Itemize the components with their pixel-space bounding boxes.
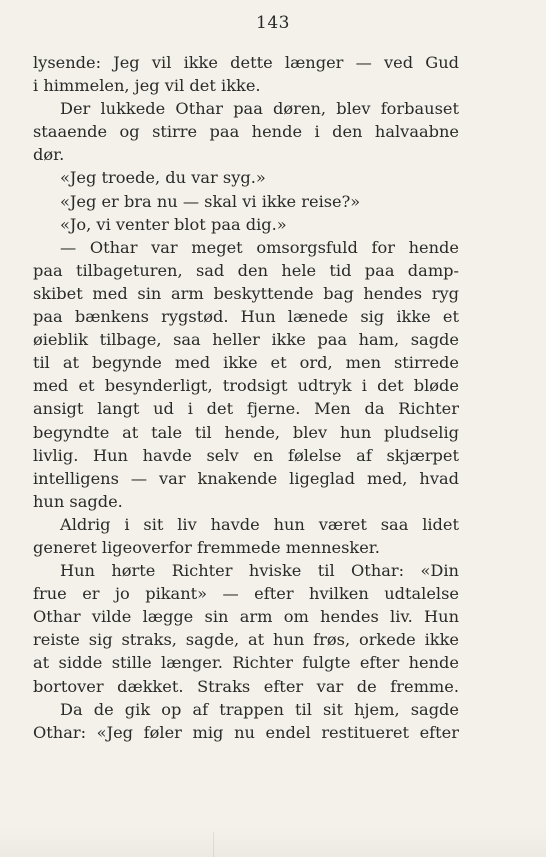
- text-line: skibet med sin arm beskyttende bag hendes ryg: [33, 283, 459, 303]
- text-line: ansigt langt ud i det fjerne. Men da Richter: [33, 399, 459, 419]
- text-line: frue er jo pikant» — efter hvilken udtalelse: [33, 584, 459, 604]
- text-line: lysende: Jeg vil ikke dette længer — ved Gud: [33, 53, 459, 72]
- text-line: Hun hørte Richter hviske til Othar: «Din: [60, 561, 459, 581]
- text-line: — Othar var meget omsorgsfuld for hende: [60, 237, 459, 257]
- text-line: reiste sig straks, sagde, at hun frøs, orkede ikke: [33, 630, 459, 650]
- text-line: paa bænkens rygstød. Hun lænede sig ikke et: [33, 307, 459, 327]
- text-line: med et besynderligt, trodsigt udtryk i det bløde: [33, 376, 459, 396]
- text-line: staaende og stirre paa hende i den halvaabne: [33, 122, 459, 142]
- text-line: paa tilbageturen, sad den hele tid paa damp-: [33, 260, 459, 280]
- body-text: [33, 51, 459, 744]
- text-line: Othar vilde lægge sin arm om hendes liv. Hun: [33, 607, 459, 627]
- text-line: at sidde stille længer. Richter fulgte efter hende: [33, 653, 459, 673]
- text-line: Der lukkede Othar paa døren, blev forbauset: [60, 99, 459, 119]
- text-line: Da de gik op af trappen til sit hjem, sagde: [60, 699, 459, 719]
- text-line: intelligens — var knakende ligeglad med, hvad: [33, 468, 459, 488]
- text-line: Aldrig i sit liv havde hun været saa lidet: [60, 514, 459, 534]
- text-line: begyndte at tale til hende, blev hun pludselig: [33, 422, 459, 442]
- page-number: 143: [256, 13, 290, 33]
- text-line: generet ligeoverfor fremmede mennesker.: [33, 537, 380, 557]
- binding-mark: [213, 832, 214, 857]
- text-line: dør.: [33, 145, 65, 165]
- text-line: Othar: «Jeg føler mig nu endel restitueret efter: [33, 722, 459, 742]
- text-line: hun sagde.: [33, 491, 123, 511]
- text-line: til at begynde med ikke et ord, men stirrede: [33, 353, 459, 373]
- text-line: «Jo, vi venter blot paa dig.»: [60, 214, 287, 234]
- page-bottom-shadow: [0, 828, 546, 857]
- text-line: «Jeg troede, du var syg.»: [60, 168, 266, 188]
- text-line: «Jeg er bra nu — skal vi ikke reise?»: [60, 191, 361, 211]
- text-line: øieblik tilbage, saa heller ikke paa ham, sagde: [33, 330, 459, 350]
- text-line: bortover dækket. Straks efter var de fremme.: [33, 676, 459, 696]
- text-line: i himmelen, jeg vil det ikke.: [33, 76, 261, 96]
- text-line: livlig. Hun havde selv en følelse af skjærpet: [33, 445, 459, 465]
